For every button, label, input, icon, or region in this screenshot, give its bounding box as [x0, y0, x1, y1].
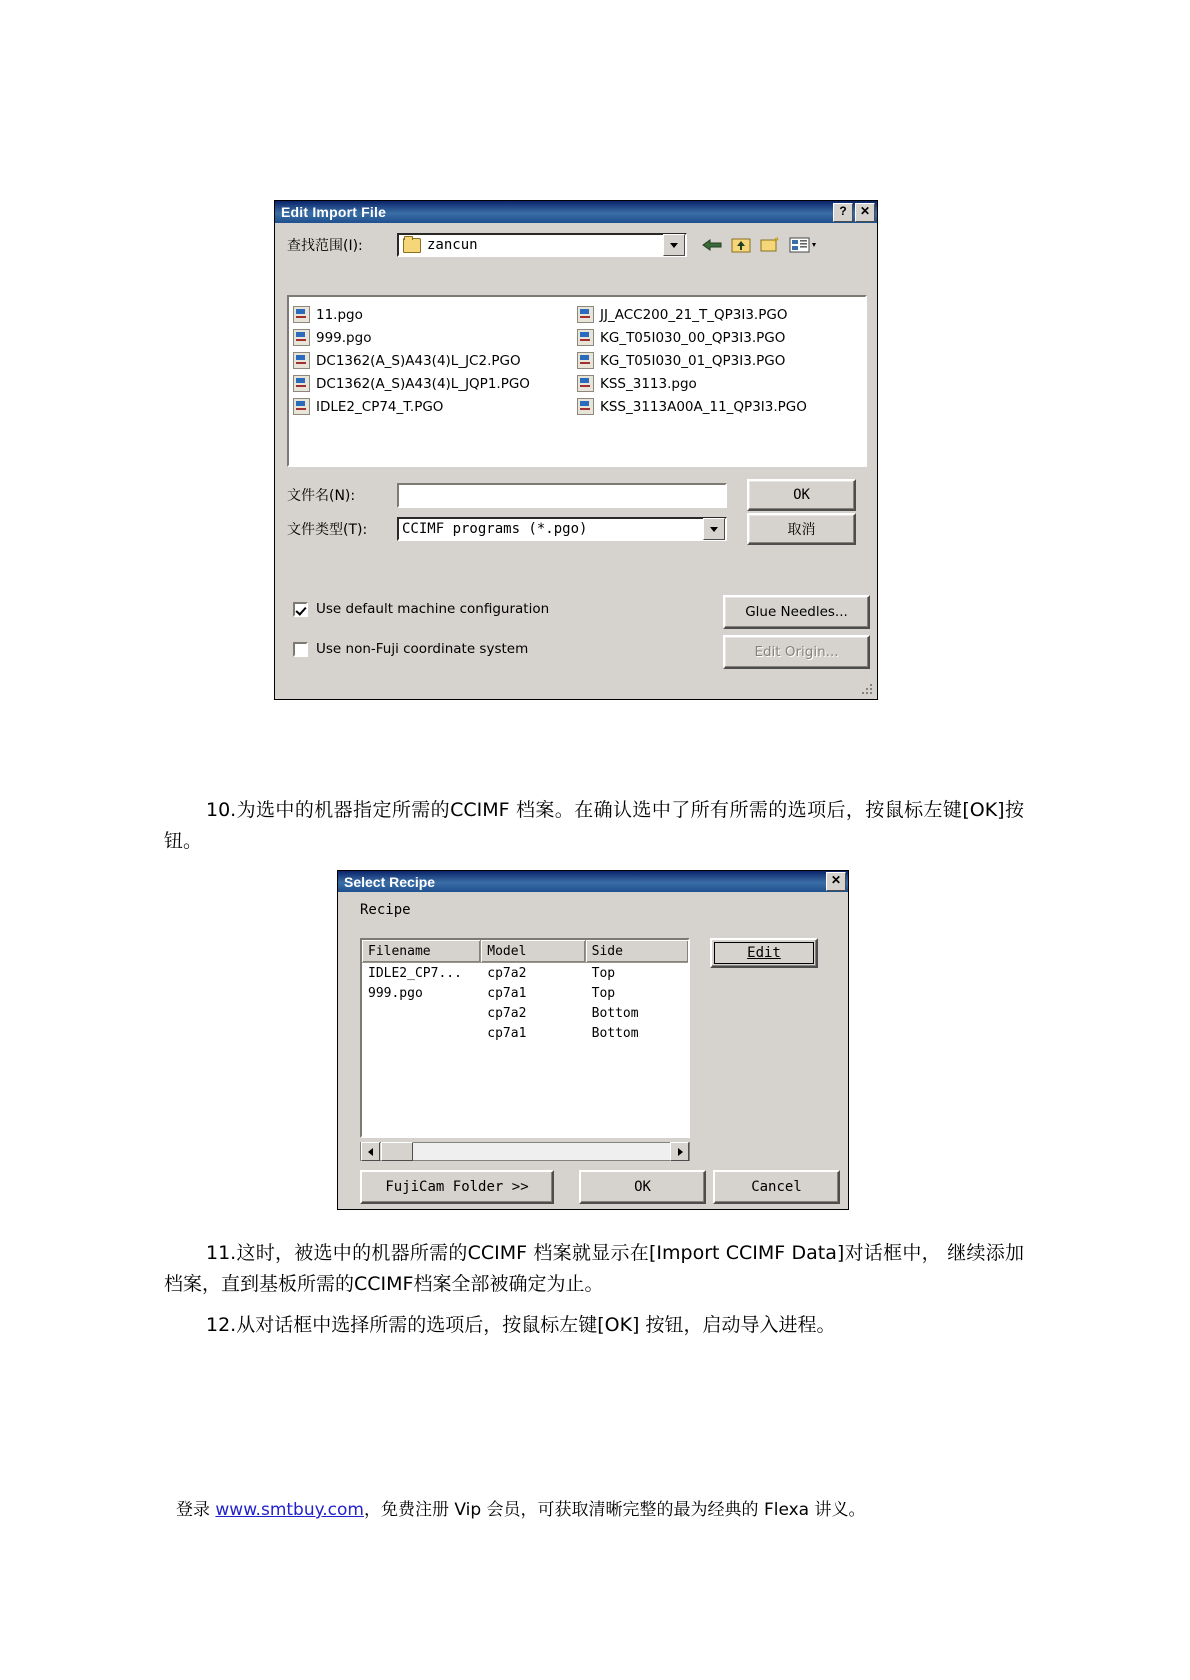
select-recipe-dialog — [337, 870, 849, 1210]
scrollbar-thumb[interactable] — [381, 1142, 413, 1161]
resize-grip[interactable] — [862, 684, 874, 696]
scroll-left-icon[interactable] — [361, 1142, 380, 1161]
dialog-titlebar — [275, 201, 877, 223]
cell-side: Bottom — [591, 1025, 639, 1041]
list-item[interactable] — [577, 326, 861, 349]
pgo-file-icon — [293, 352, 310, 369]
cell-model: cp7a2 — [487, 965, 527, 981]
cancel-button[interactable]: Cancel — [713, 1170, 840, 1204]
filetype-label: 文件类型(T): — [287, 522, 368, 538]
file-name: KG_T05I030_01_QP3I3.PGO — [600, 352, 786, 369]
list-item[interactable] — [577, 372, 861, 395]
dialog-body — [275, 223, 877, 699]
paragraph-12-text: 12.从对话框中选择所需的选项后，按鼠标左键[OK] 按钮，启动导入进程。 — [206, 1314, 836, 1336]
ok-button[interactable]: OK — [747, 479, 856, 511]
file-list[interactable] — [287, 295, 867, 467]
cell-filename — [362, 1003, 481, 1023]
chevron-down-icon[interactable] — [663, 234, 685, 256]
paragraph-10-text: 10.为选中的机器指定所需的CCIMF 档案。在确认选中了所有所需的选项后，按鼠标左键[OK]按钮。 — [164, 799, 1024, 852]
views-icon[interactable] — [786, 233, 820, 257]
filetype-row — [287, 513, 867, 545]
cell-side: Top — [591, 965, 616, 981]
list-item[interactable] — [293, 395, 577, 418]
filename-input[interactable] — [397, 483, 727, 508]
file-name: IDLE2_CP74_T.PGO — [316, 398, 444, 415]
checkbox-label: Use default machine configuration — [316, 601, 550, 617]
table-row[interactable] — [362, 983, 688, 1003]
filetype-combo[interactable] — [397, 517, 727, 541]
pgo-file-icon — [577, 352, 594, 369]
table-row[interactable] — [362, 963, 688, 983]
table-row[interactable] — [362, 1003, 688, 1023]
edit-button-label: Edit — [747, 945, 781, 961]
file-name: KSS_3113.pgo — [600, 375, 697, 392]
file-name: DC1362(A_S)A43(4)L_JQP1.PGO — [316, 375, 530, 392]
cell-model: cp7a1 — [487, 1025, 527, 1041]
dialog2-title: Select Recipe — [344, 873, 436, 890]
dialog2-titlebar — [338, 871, 848, 892]
cell-side: Top — [591, 985, 616, 1001]
pgo-file-icon — [577, 375, 594, 392]
table-header — [362, 940, 688, 963]
cell-model: cp7a2 — [487, 1005, 527, 1021]
list-item[interactable] — [293, 326, 577, 349]
footer-link[interactable]: www.smtbuy.com — [215, 1500, 364, 1520]
help-button[interactable]: ? — [833, 203, 853, 222]
page-footer — [176, 1495, 866, 1520]
look-in-value: zancun — [427, 237, 478, 253]
cancel-button[interactable]: 取消 — [747, 513, 856, 545]
edit-import-file-dialog — [274, 200, 878, 700]
chevron-down-icon[interactable] — [703, 518, 725, 540]
non-fuji-coordinate-checkbox[interactable] — [293, 641, 528, 657]
pgo-file-icon — [577, 329, 594, 346]
scrollbar-track[interactable] — [413, 1143, 670, 1160]
file-name: KG_T05I030_00_QP3I3.PGO — [600, 329, 786, 346]
list-item[interactable] — [577, 303, 861, 326]
filetype-value: CCIMF programs (*.pgo) — [402, 521, 588, 537]
checkbox-label: Use non-Fuji coordinate system — [316, 641, 529, 657]
scroll-right-icon[interactable] — [670, 1142, 689, 1161]
ok-button[interactable]: OK — [579, 1170, 706, 1204]
column-header-model[interactable]: Model — [481, 940, 585, 962]
paragraph-10 — [164, 795, 1024, 857]
pgo-file-icon — [293, 375, 310, 392]
recipe-table[interactable] — [360, 938, 690, 1138]
list-item[interactable] — [293, 372, 577, 395]
footer-prefix: 登录 — [176, 1500, 216, 1520]
close-icon[interactable]: ✕ — [855, 203, 875, 222]
list-item[interactable] — [293, 349, 577, 372]
filename-label: 文件名(N): — [287, 488, 356, 504]
edit-button[interactable] — [710, 938, 818, 968]
checkbox-icon[interactable] — [293, 642, 308, 657]
glue-needles-button[interactable]: Glue Needles... — [723, 595, 870, 629]
file-name: KSS_3113A00A_11_QP3I3.PGO — [600, 398, 807, 415]
filename-row — [287, 479, 867, 511]
fujicam-folder-button[interactable]: FujiCam Folder >> — [360, 1170, 554, 1204]
dialog2-body — [338, 892, 848, 1209]
look-in-label: 查找范围(I): — [287, 238, 363, 254]
table-body — [362, 963, 688, 1043]
cell-filename — [362, 1023, 481, 1043]
pgo-file-icon — [577, 398, 594, 415]
cell-model: cp7a1 — [487, 985, 527, 1001]
footer-suffix: ，免费注册 Vip 会员，可获取清晰完整的最为经典的 Flexa 讲义。 — [363, 1500, 866, 1520]
file-name: DC1362(A_S)A43(4)L_JC2.PGO — [316, 352, 521, 369]
checkbox-icon[interactable] — [293, 602, 308, 617]
close-icon[interactable]: ✕ — [826, 872, 846, 891]
cell-side: Bottom — [591, 1005, 639, 1021]
table-row[interactable] — [362, 1023, 688, 1043]
folder-icon — [403, 238, 421, 253]
look-in-combo[interactable] — [397, 233, 687, 257]
paragraph-11-text: 11.这时，被选中的机器所需的CCIMF 档案就显示在[Import CCIMF Data]对话框中， 继续添加档案，直到基板所需的CCIMF档案全部被确定为止。 — [164, 1242, 1024, 1295]
back-arrow-icon[interactable] — [699, 233, 725, 257]
pgo-file-icon — [293, 398, 310, 415]
cell-filename: 999.pgo — [368, 985, 423, 1001]
cell-filename: IDLE2_CP7... — [368, 965, 462, 981]
file-name: 999.pgo — [316, 329, 372, 346]
paragraph-12 — [164, 1310, 1024, 1341]
paragraph-11 — [164, 1238, 1024, 1300]
dialog-title: Edit Import File — [281, 204, 387, 220]
list-item[interactable] — [577, 395, 861, 418]
new-folder-icon[interactable] — [757, 233, 783, 257]
pgo-file-icon — [293, 329, 310, 346]
horizontal-scrollbar[interactable] — [360, 1142, 690, 1161]
recipe-section-label: Recipe — [360, 902, 411, 918]
column-header-filename[interactable]: Filename — [362, 940, 481, 962]
up-folder-icon[interactable] — [728, 233, 754, 257]
edit-origin-button: Edit Origin... — [723, 635, 870, 669]
pgo-file-icon — [577, 306, 594, 323]
list-item[interactable] — [577, 349, 861, 372]
default-machine-config-checkbox[interactable] — [293, 601, 549, 617]
list-item[interactable] — [293, 303, 577, 326]
file-name: 11.pgo — [316, 306, 363, 323]
column-header-side[interactable]: Side — [586, 940, 688, 962]
file-name: JJ_ACC200_21_T_QP3I3.PGO — [600, 306, 788, 323]
pgo-file-icon — [293, 306, 310, 323]
